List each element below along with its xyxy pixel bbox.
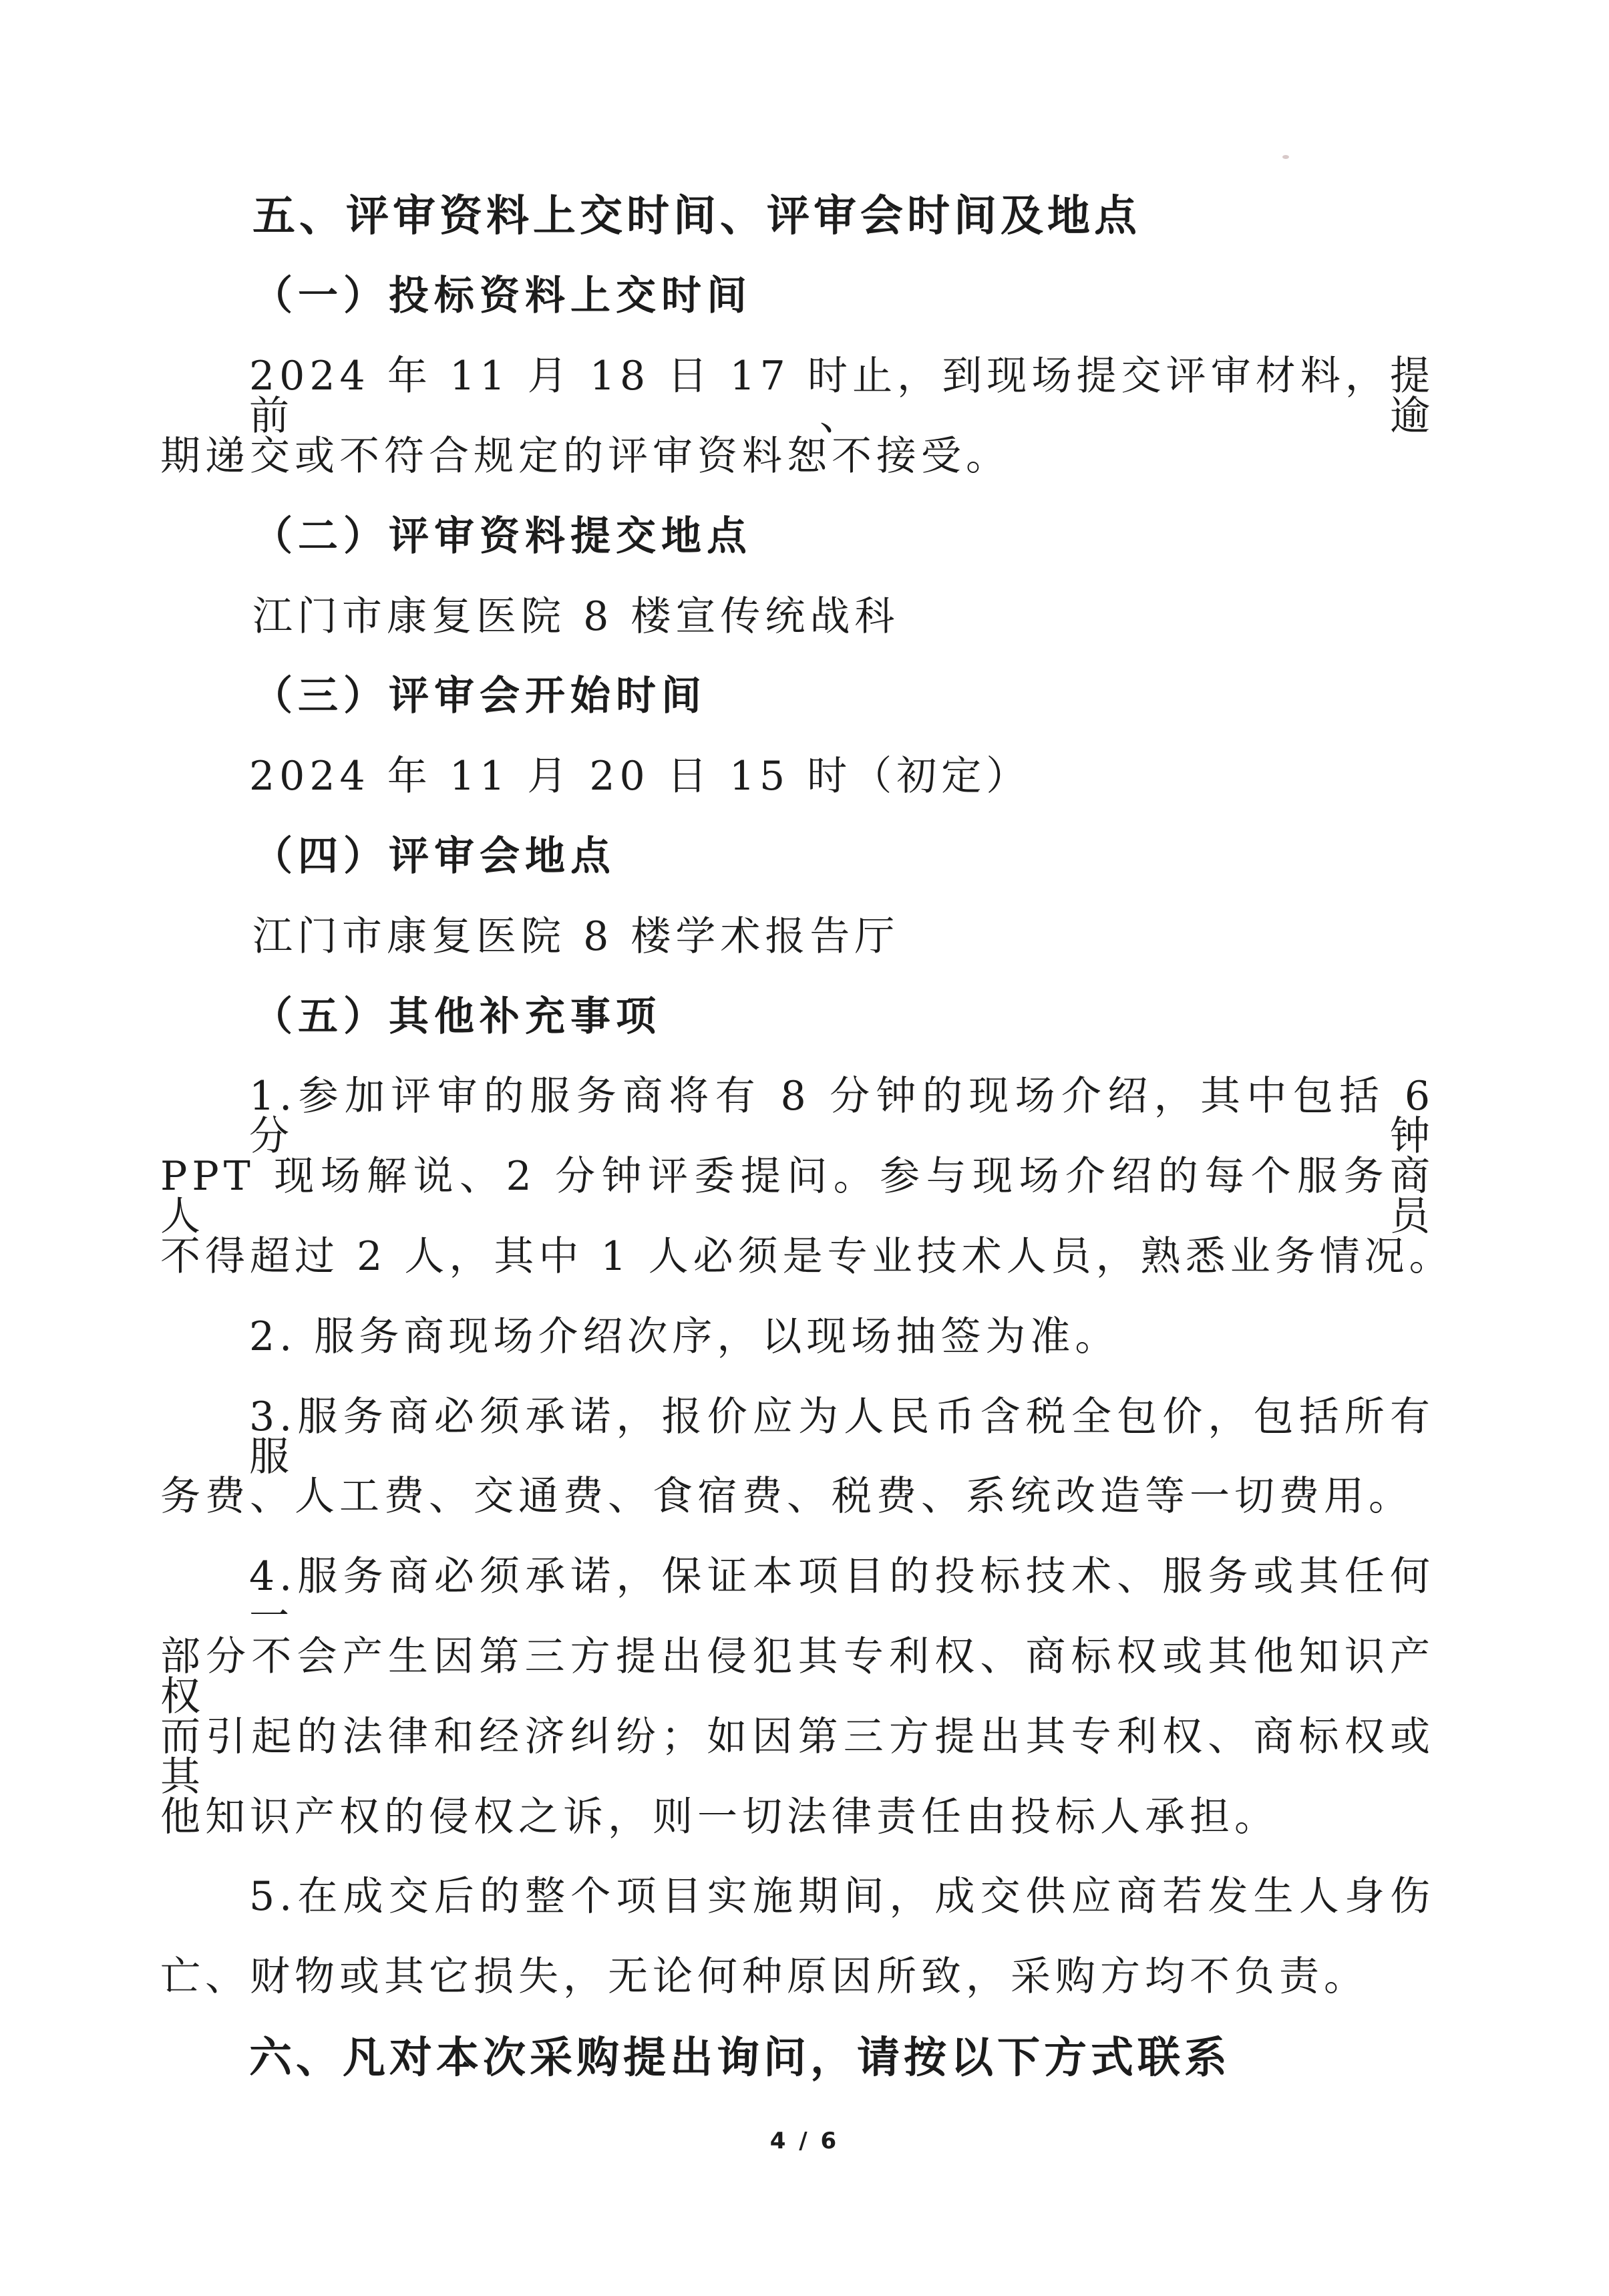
subsection-2-heading: （二）评审资料提交地点 — [252, 513, 752, 560]
item-1-line-3: 不得超过 2 人，其中 1 人必须是专业技术人员，熟悉业务情况。 — [160, 1233, 1454, 1280]
item-4-line-2: 部分不会产生因第三方提出侵犯其专利权、商标权或其他知识产权 — [160, 1633, 1435, 1720]
page-number: 4 / 6 — [769, 2128, 840, 2154]
item-3-line-2: 务费、人工费、交通费、食宿费、税费、系统改造等一切费用。 — [160, 1473, 1413, 1520]
item-4-line-4: 他知识产权的侵权之诉，则一切法律责任由投标人承担。 — [160, 1794, 1279, 1840]
item-3-line-1: 3.服务商必须承诺，报价应为人民币含税全包价，包括所有服 — [249, 1393, 1435, 1480]
scan-speck — [1282, 155, 1289, 159]
item-4-line-1: 4.服务商必须承诺，保证本项目的投标技术、服务或其任何一 — [249, 1553, 1435, 1640]
item-1-line-2: PPT 现场解说、2 分钟评委提问。参与现场介绍的每个服务商人员 — [160, 1153, 1435, 1240]
subsection-1-line-1: 2024 年 11 月 18 日 17 时止，到现场提交评审材料，提前、逾 — [249, 353, 1435, 440]
item-5-line-2: 亡、财物或其它损失，无论何种原因所致，采购方均不负责。 — [160, 1953, 1369, 2000]
subsection-3-text: 2024 年 11 月 20 日 15 时（初定） — [249, 753, 1031, 800]
subsection-1-line-2: 期递交或不符合规定的评审资料恕不接受。 — [160, 433, 1011, 480]
subsection-2-text: 江门市康复医院 8 楼宣传统战科 — [252, 593, 900, 640]
subsection-4-heading: （四）评审会地点 — [252, 833, 616, 880]
subsection-5-heading: （五）其他补充事项 — [252, 993, 661, 1040]
item-2-line-1: 2. 服务商现场介绍次序，以现场抽签为准。 — [249, 1313, 1120, 1360]
subsection-1-heading: （一）投标资料上交时间 — [252, 273, 752, 319]
section-5-title: 五、评审资料上交时间、评审会时间及地点 — [252, 192, 1141, 241]
section-6-title: 六、凡对本次采购提出询问，请按以下方式联系 — [249, 2033, 1231, 2083]
item-4-line-3: 而引起的法律和经济纠纷；如因第三方提出其专利权、商标权或其 — [160, 1713, 1435, 1800]
subsection-3-heading: （三）评审会开始时间 — [252, 673, 707, 719]
item-1-line-1: 1.参加评审的服务商将有 8 分钟的现场介绍，其中包括 6 分钟 — [249, 1073, 1435, 1160]
item-5-line-1: 5.在成交后的整个项目实施期间，成交供应商若发生人身伤 — [249, 1873, 1435, 1920]
subsection-4-text: 江门市康复医院 8 楼学术报告厅 — [252, 913, 900, 960]
